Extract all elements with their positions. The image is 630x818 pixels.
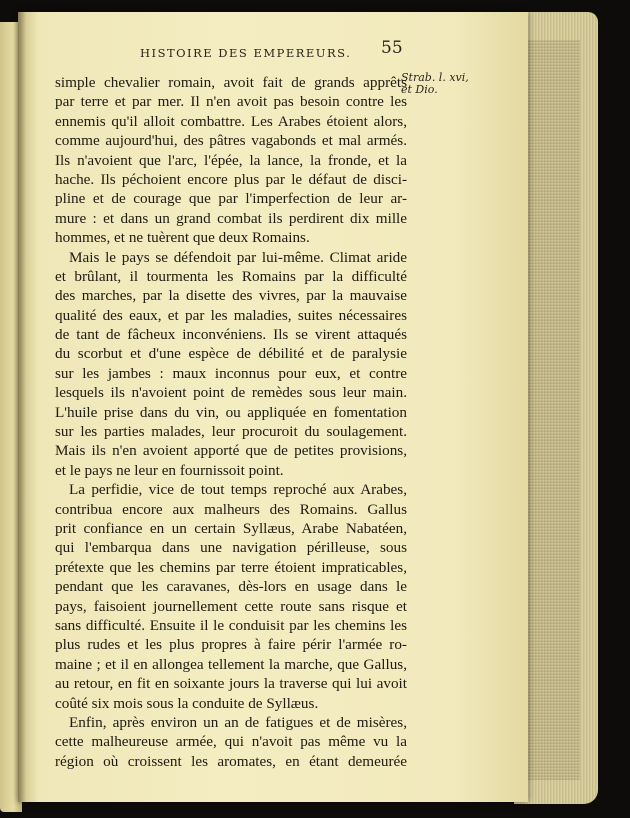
text-line: prit confiance en un certain Syllæus, Arabe Nabatéen, — [55, 519, 407, 537]
text-line: maine ; et il en allongea tellement la marche, que Gallus, — [55, 655, 407, 673]
text-line: au retour, en fit en soixante jours la traverse qui lui avoit — [55, 675, 407, 693]
text-line: contribua encore aux malheurs des Romains. Gallus — [55, 500, 407, 518]
body-text — [55, 73, 407, 771]
text-line: coûté six mois sous la conduite de Syllæus. — [55, 694, 319, 712]
text-line: mure : et dans un grand combat ils perdirent dix mille — [55, 209, 407, 227]
text-line: des marches, par la disette des vivres, par la mauvaise — [55, 287, 407, 305]
text-line: simple chevalier romain, avoit fait de grands apprêts — [55, 74, 407, 91]
text-line: pline et de courage que par l'imperfection de leur ar- — [55, 190, 407, 208]
margin-note — [401, 72, 469, 96]
text-line: par terre et par mer. Il n'en avoit pas besoin contre les — [55, 93, 407, 111]
text-line: pendant que les caravanes, dès-lors en usage dans le — [55, 578, 407, 596]
margin-note-line: et Dio. — [401, 83, 438, 96]
text-line: pays, faisoient journellement cette route sans risque et — [55, 597, 407, 615]
text-line: qui l'embarqua dans une navigation périlleuse, sous — [55, 539, 407, 557]
text-line: prétexte que les chemins par terre étoient impraticables, — [55, 558, 407, 576]
text-line: sur les parties malades, leur procuroit du soulagement. — [55, 423, 407, 441]
text-line: sur les jambes : maux inconnus pour eux, et contre — [55, 364, 407, 382]
text-line: plus rudes et les plus propres à faire périr l'armée ro- — [55, 636, 407, 654]
text-line: Ils n'avoient que l'arc, l'épée, la lance, la fronde, et la — [55, 151, 407, 169]
text-line: comme aujourd'hui, des pâtres vagabonds et mal armés. — [55, 132, 407, 150]
text-line: qualité des eaux, et par les maladies, suites nécessaires — [55, 306, 407, 324]
text-line: Mais le pays se défendoit par lui-même. Climat aride — [69, 248, 407, 266]
text-line: et le pays ne leur en fournissoit point. — [55, 461, 284, 479]
text-line: Enfin, après environ un an de fatigues et de misères, — [69, 713, 407, 731]
text-line: hommes, et ne tuèrent que deux Romains. — [55, 229, 310, 247]
text-line: hache. Ils péchoient encore plus par le défaut de disci- — [55, 170, 407, 188]
text-line: et brûlant, il tourmenta les Romains par la difficulté — [55, 267, 407, 285]
margin-note-line: Strab. l. xvi, — [401, 71, 469, 84]
text-line: La perfidie, vice de tout temps reproché aux Arabes, — [69, 481, 407, 499]
text-line: ennemis qu'il alloit combattre. Les Arabes étoient alors, — [55, 112, 407, 130]
text-line: L'huile prise dans du vin, ou appliquée en fomentation — [55, 403, 407, 421]
page-gutter-shadow — [18, 12, 26, 802]
text-line: sans difficulté. Ensuite il le conduisit par les chemins les — [55, 616, 407, 634]
running-title: HISTOIRE DES EMPEREURS. — [140, 46, 352, 60]
text-line: cette malheureuse armée, qui n'avoit pas même vu la — [55, 733, 407, 751]
text-line: région où croissent les aromates, en étant demeurée — [55, 752, 407, 770]
text-line: du scorbut et d'une espèce de débilité et de paralysie — [55, 345, 407, 363]
text-line: lesquels ils n'avoient point de remèdes sous leur main. — [55, 384, 407, 402]
text-line: de tant de fâcheux inconvéniens. Ils se virent attaqués — [55, 326, 407, 344]
text-line: Mais ils n'en avoient apporté que de petites provisions, — [55, 442, 407, 460]
page-block-texture — [520, 40, 580, 780]
page-number: 55 — [381, 38, 403, 58]
